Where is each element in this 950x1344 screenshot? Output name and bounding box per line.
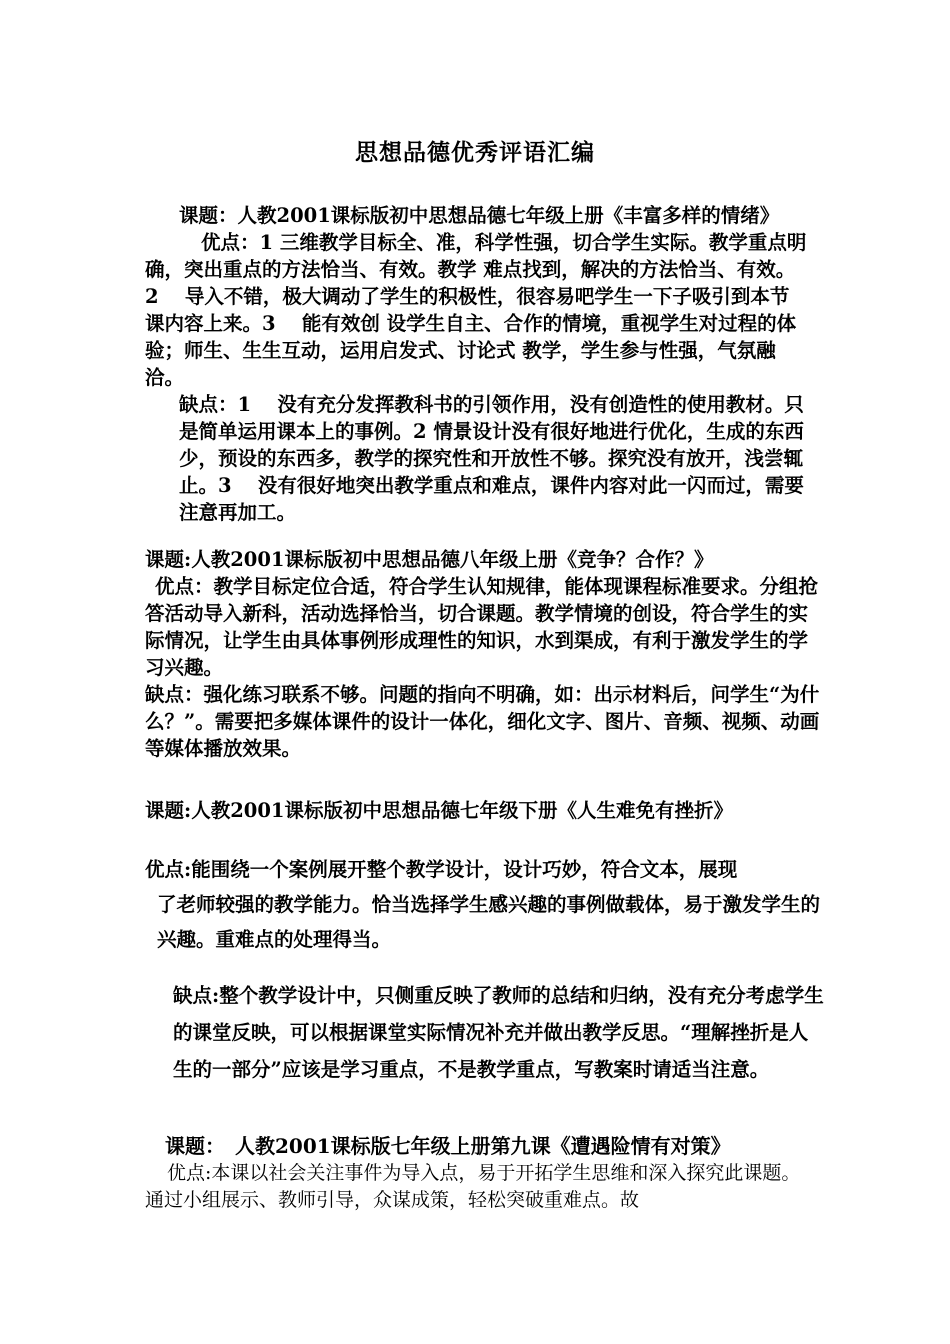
review-section-4 — [145, 1133, 815, 1214]
section-3-pros — [145, 852, 825, 957]
section-3-cons: 缺点:整个教学设计中，只侧重反映了教师的总结和归纳，没有充分考虑学生的课堂反映，可以根据课堂实际情况补充并做出教学反思。“理解挫折是人生的一部分”应该是学习重点，不是教学重点，写教案时请适当注意。 — [173, 984, 824, 1081]
section-3-pros-rest: 了老师较强的教学能力。恰当选择学生感兴趣的事例做载体，易于激发学生的兴趣。重难点的处理得当。 — [157, 893, 821, 951]
section-4-heading: 课题： 人教2001课标版七年级上册第九课《遭遇险情有对策》 — [165, 1134, 731, 1158]
review-section-2 — [145, 546, 825, 762]
section-2-heading: 课题:人教2001课标版初中思想品德八年级上册《竞争？合作？》 — [145, 548, 714, 571]
section-1-heading: 课题：人教2001课标版初中思想品德七年级上册《丰富多样的情绪》 — [179, 204, 780, 227]
section-4-pros: 优点:本课以社会关注事件为导入点，易于开拓学生思维和深入探究此课题。通过小组展示、教师引导，众谋成策，轻松突破重难点。故 — [145, 1162, 801, 1211]
section-1-cons: 缺点：1 没有充分发挥教科书的引领作用，没有创造性的使用教材。只是简单运用课本上的事例。2 情景设计没有很好地进行优化，生成的东西少，预设的东西多，教学的探究性和开放性不够。探究没有放开，浅尝辄止。3 没有很好地突出教学重点和难点，课件内容对此一闪而过，需要注意再加工。 — [179, 393, 804, 524]
document-title: 思想品德优秀评语汇编 — [355, 139, 595, 166]
section-2-pros: 优点：教学目标定位合适，符合学生认知规律，能体现课程标准要求。分组抢答活动导入新科，活动选择恰当，切合课题。教学情境的创设，符合学生的实际情况，让学生由具体事例形成理性的知识，水到渠成，有利于激发学生的学习兴趣。 — [145, 575, 819, 679]
section-3-pros-line1: 优点:能围绕一个案例展开整个教学设计，设计巧妙，符合文本，展现 — [145, 858, 738, 881]
section-1-pros: 优点：1 三维教学目标全、准，科学性强，切合学生实际。教学重点明确，突出重点的方法恰当、有效。教学 难点找到，解决的方法恰当、有效。2 导入不错，极大调动了学生的积极性，很容易吧学生一下子吸引到本节课内容上来。3 能有效创 设学生自主、合作的情境，重视学生对过程的体验；师生、生生互动，运用启发式、讨论式 教学，学生参与性强，气氛融洽。 — [145, 231, 807, 389]
review-section-1 — [145, 202, 807, 526]
section-3-heading: 课题:人教2001课标版初中思想品德七年级下册《人生难免有挫折》 — [145, 799, 733, 822]
section-2-cons: 缺点：强化练习联系不够。问题的指向不明确，如：出示材料后，问学生“为什么？”。需要把多媒体课件的设计一体化，细化文字、图片、音频、视频、动画等媒体播放效果。 — [145, 683, 820, 760]
review-section-3 — [145, 797, 825, 1088]
